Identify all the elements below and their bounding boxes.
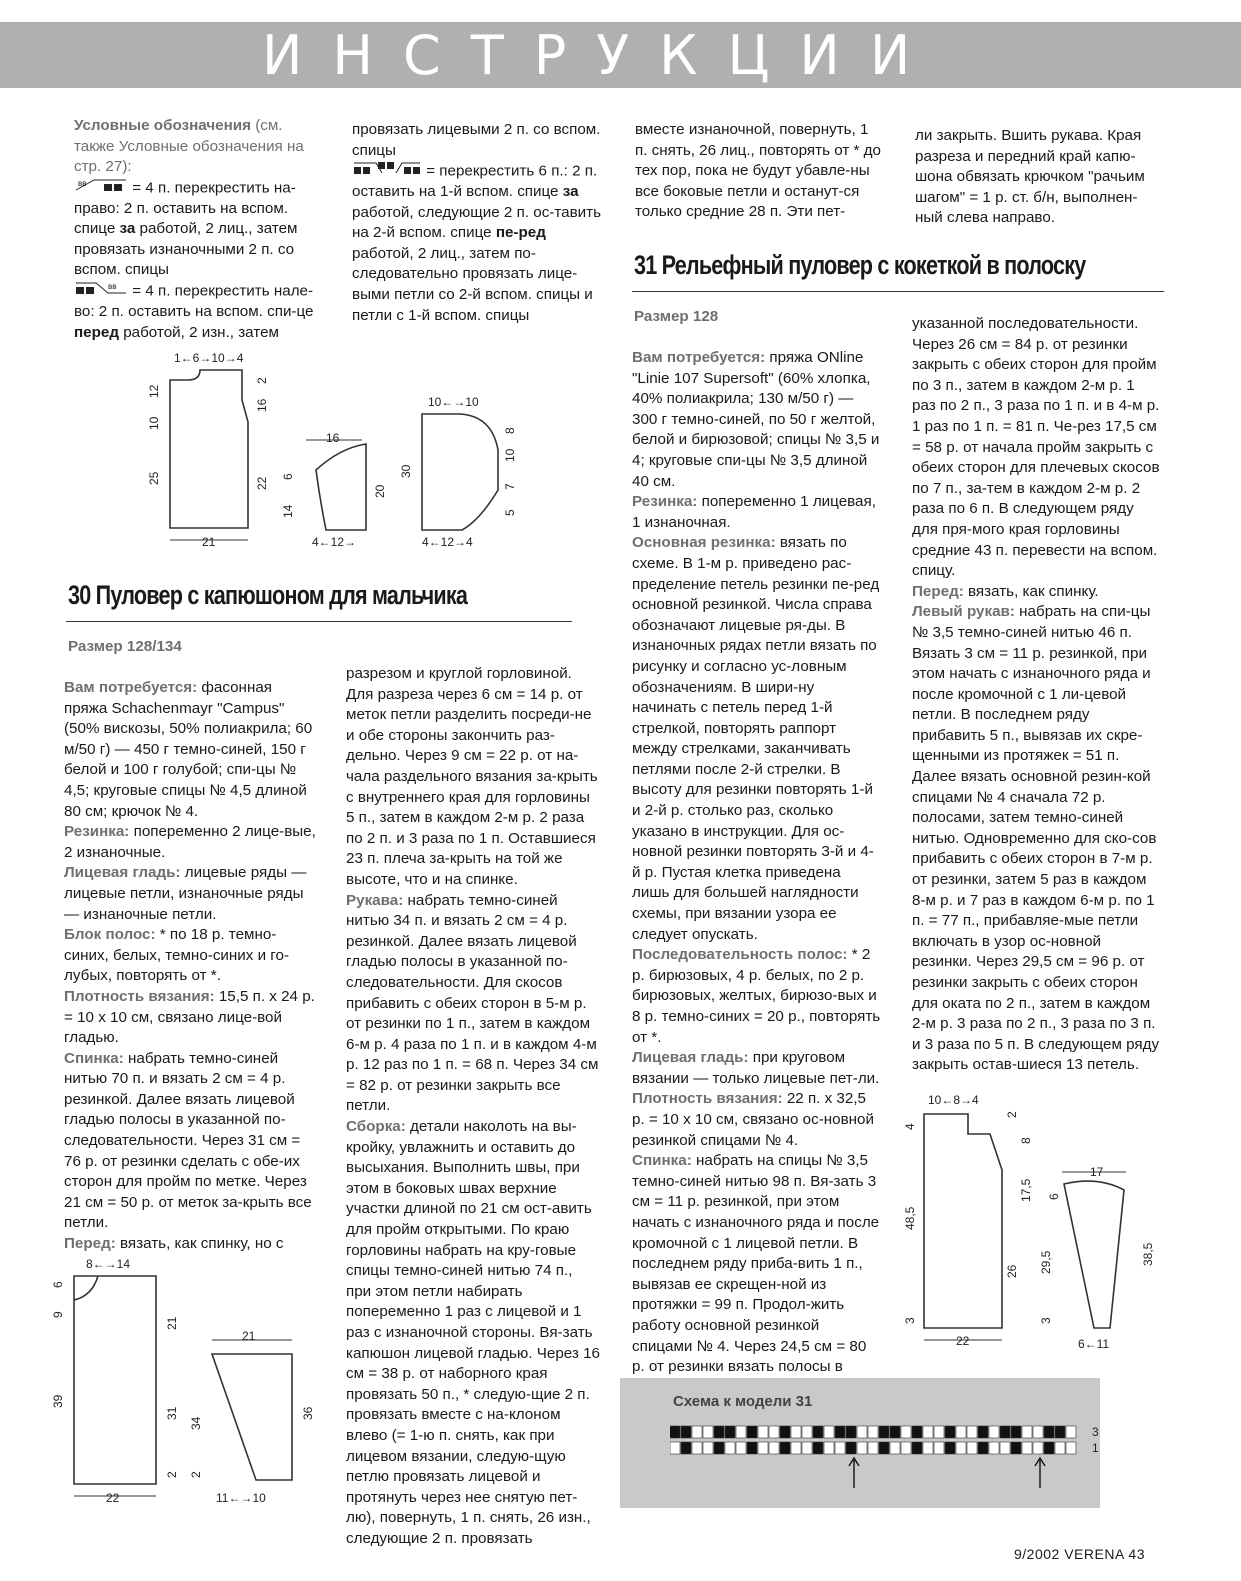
- chart-cell: [890, 1442, 900, 1454]
- chart-cell: [945, 1426, 955, 1438]
- d2-bottom: 4←12→: [312, 535, 357, 549]
- d6-left-c: 3: [903, 1317, 917, 1324]
- chart-cell: [747, 1442, 757, 1454]
- chart-cell: [714, 1442, 724, 1454]
- footer-page-number: 43: [1128, 1546, 1145, 1562]
- chart-cell: [670, 1442, 680, 1454]
- chart-cell: [1011, 1442, 1021, 1454]
- chart-cell: [956, 1426, 966, 1438]
- model31-heading: 31 Рельефный пуловер с кокеткой в полоску: [634, 250, 1086, 280]
- m31-sleeve-schematic: [1062, 1165, 1155, 1350]
- hood-schematic: [281, 431, 387, 549]
- chart-cell: [1055, 1442, 1065, 1454]
- chart-cell: [703, 1426, 713, 1438]
- chart-cell: [1033, 1426, 1043, 1438]
- d5-bottom: 11←→10: [216, 1491, 266, 1505]
- chart-cell: [813, 1442, 823, 1454]
- row-label-3: 3: [1092, 1425, 1099, 1439]
- d3-right-b: 10: [503, 448, 517, 462]
- d5-right: 36: [301, 1406, 315, 1420]
- chart-cell: [846, 1442, 856, 1454]
- d1-top: 1←6→10→4: [174, 351, 244, 365]
- chart-cell: [967, 1442, 977, 1454]
- chart-cell: [692, 1442, 702, 1454]
- chart-cell: [681, 1426, 691, 1438]
- model30-continued-2: ли закрыть. Вшить рукава. Края разреза и передний край капю-шона обвязать крючком "рачьим шагом" = 1 р. ст. б/н, выполнен-ный слева направо.: [915, 127, 1145, 227]
- d4-side-c: 39: [51, 1394, 65, 1408]
- d6-right-d: 17,5: [1019, 1178, 1033, 1202]
- hood-side-schematic: [399, 395, 517, 549]
- chart-cell: [813, 1426, 823, 1438]
- chart-cell: [989, 1426, 999, 1438]
- d1-right-b: 16: [255, 398, 269, 412]
- d4-right-b: 31: [165, 1406, 179, 1420]
- chart-cell: [802, 1426, 812, 1438]
- cross-left-symbol-icon: [74, 281, 128, 302]
- sleeve-schematic: [189, 1329, 315, 1505]
- d3-bottom: 4←12→4: [422, 535, 473, 549]
- chart-cell: [758, 1442, 768, 1454]
- page-title: ИНСТРУКЦИИ: [262, 24, 941, 87]
- d6-right-c: 6: [1047, 1193, 1061, 1200]
- chart-cell: [835, 1442, 845, 1454]
- d6-right-a: 2: [1005, 1111, 1019, 1118]
- chart-cell: [725, 1442, 735, 1454]
- chart-cell: [692, 1426, 702, 1438]
- model30-front-sleeve-schematics: [50, 1256, 330, 1516]
- d2-right: 20: [373, 484, 387, 498]
- chart-cell: [1011, 1426, 1021, 1438]
- chart-cell: [912, 1426, 922, 1438]
- chart-cell: [978, 1426, 988, 1438]
- chart-cell: [923, 1442, 933, 1454]
- chart-cell: [1022, 1442, 1032, 1454]
- d3-right-a: 8: [503, 427, 517, 434]
- chart-cell: [747, 1426, 757, 1438]
- d4-right-c: 2: [165, 1471, 179, 1478]
- d2-left-b: 14: [281, 504, 295, 518]
- chart-cell: [703, 1442, 713, 1454]
- d1-side-c: 25: [147, 471, 161, 485]
- d5-left-a: 34: [189, 1416, 203, 1430]
- model30-heading-rule: [66, 621, 572, 622]
- front-schematic: [51, 1257, 179, 1505]
- legend-title: Условные обозначения: [74, 117, 251, 134]
- chart-cell: [824, 1442, 834, 1454]
- chart-cell: [901, 1426, 911, 1438]
- chart-cell: [835, 1426, 845, 1438]
- chart-arrow-1: [849, 1458, 859, 1488]
- d1-side-b: 10: [147, 416, 161, 430]
- chart-cell: [769, 1442, 779, 1454]
- model30-continued: вместе изнаночной, повернуть, 1 п. снять, 26 лиц., повторять от * до тех пор, пока не будут убавле-ны все боковые петли и останут-ся только средние 28 п. Эти пет-: [635, 121, 881, 221]
- chart-cell: [769, 1426, 779, 1438]
- chart-cell: [1000, 1426, 1010, 1438]
- legend-block: Условные обозначения (см. также Условные обозначения на стр. 27): ʙʙ = 4 п. перекрестить на-право: 2 п. оставить на вспом. спице за работой, 2 лиц., затем провязать изнаночными 2 п. со вспом. спицы ʙʙ = 4 п. перекрестить нале-во: 2 п. оставить на вспом. спи-це перед работой, 2 изн., затем: [74, 117, 314, 341]
- model30-size: Размер 128/134: [68, 638, 182, 655]
- chart-cell: [670, 1426, 680, 1438]
- chart-cell: [956, 1442, 966, 1454]
- d4-bottom: 22: [106, 1491, 120, 1505]
- chart-cell: [714, 1426, 724, 1438]
- model30-col2: разрезом и круглой горловиной. Для разреза через 6 см = 14 р. от меток петли разделить посреди-не и обе стороны закончить раз-дельно. Через 9 см = 22 р. от на-чала раздельного вязания за-крыть с внутреннего края для горловины 5 п., затем в каждом 2-м р. 2 раза по 2 п. и 3 раза по 1 п. Оставшиеся 23 п. плеча за-крыть на той же высоте, что и на спинке. Рукава: набрать темно-синей нитью 34 п. и вязать 2 см = 4 р. резинкой. Далее вязать лицевой гладью полосы в указанной по-следовательности. Для скосов прибавить с обеих сторон в 5-м р. от резинки по 1 п., затем в каждом 6-м р. 4 раза по 1 п. и в каждом 4-м р. 12 раз по 1 п. = 68 п. Через 34 см = 82 р. от резинки закрыть все петли. Сборка: детали наколоть на вы-кройку, увлажнить и оставить до высыхания. Выполнить швы, при этом в боковых швах верхние участки длиной по 21 см ост-авить для пройм открытыми. По краю горловины набрать на кру-говые спицы темно-синей нитью 74 п., при этом петли набирать попеременно 1 раз с лицевой и 1 раз с изнаночной стороны. Вя-зать капюшон лицевой гладью. Через 16 см = 38 р. от наборного края провязать 50 п., * следую-щие 2 п. провязать вместе с на-клоном влево (= 1-ю п. снять, как при лицевом вязании, следую-щую петлю провязать лицевой и протянуть через нее снятую пет-лю), повернуть, 1 п. снять, 26 изн., следующие 2 п. провязать: [346, 665, 600, 1547]
- d6-right-b: 8: [1019, 1137, 1033, 1144]
- d7-right: 38,5: [1141, 1242, 1155, 1266]
- page-footer: [1014, 1546, 1145, 1562]
- d6-top: 10←8→4: [928, 1093, 979, 1107]
- model31-size: Размер 128: [634, 308, 719, 325]
- row-label-1: 1: [1092, 1441, 1099, 1455]
- chart-arrow-2: [1035, 1458, 1045, 1488]
- chart-cell: [758, 1426, 768, 1438]
- chart-cell: [736, 1426, 746, 1438]
- d6-left-b: 48,5: [903, 1206, 917, 1230]
- chart-cell: [879, 1426, 889, 1438]
- chart-cell: [780, 1426, 790, 1438]
- chart-cell: [1055, 1426, 1065, 1438]
- chart-cell: [857, 1442, 867, 1454]
- d7-top: 17: [1090, 1165, 1104, 1179]
- d6-bottom: 22: [956, 1334, 970, 1348]
- chart-cell: [1022, 1426, 1032, 1438]
- d2-top: 16: [326, 431, 340, 445]
- chart-cell: [901, 1442, 911, 1454]
- m31-body-schematic: [903, 1093, 1061, 1348]
- model30-schematics: [140, 350, 600, 550]
- chart-cell: [1033, 1442, 1043, 1454]
- footer-issue: 9/2002: [1014, 1546, 1060, 1562]
- d7-bottom: 6←11: [1078, 1337, 1110, 1350]
- chart-cell: [934, 1426, 944, 1438]
- chart-cell: [923, 1426, 933, 1438]
- chart-cell: [879, 1442, 889, 1454]
- chart-cell: [978, 1442, 988, 1454]
- d4-side-a: 6: [51, 1281, 65, 1288]
- chart-cell: [681, 1442, 691, 1454]
- chart-cell: [890, 1426, 900, 1438]
- chart-cell: [868, 1442, 878, 1454]
- model31-schematics: [898, 1090, 1168, 1350]
- model31-col4: указанной последовательности. Через 26 см = 84 р. от резинки закрыть с обеих сторон для пройм по 3 п., затем в каждом 2-м р. 1 раз по 2 п., 3 раза по 1 п. и в 4-м р. 1 раз по 1 п. = 81 п. Че-рез 17,5 см = 58 р. от начала пройм закрыть с обеих сторон для плечевых скосов по 7 п., за-тем в каждом 2-м р. 2 раза по 6 п. В следующем ряду для пря-мого края горловины средние 43 п. перевести на вспом. спицу. Перед: вязать, как спинку. Левый рукав: набрать на спи-цы № 3,5 темно-синей нитью 46 п. Вязать 3 см = 11 р. резинкой, при этом начать с изнаночного ряда и после кромочной с 1 ли-цевой петли. В последнем ряду прибавить 5 п., вывязав их скре-щенными из протяжек = 51 п. Далее вязать основной резин-кой спицами № 4 сначала 72 р. полосами, затем темно-синей нитью. Одновременно для ско-сов прибавить с обеих сторон в 7-м р. от резинки, затем 5 раз в каждом 8-м р. и 7 раз в каждом 6-м р. по 1 п. = 77 п., прибавляе-мые петли включать в узор ос-новной резинки. Через 29,5 см = 96 р. от резинки закрыть с обеих сторон для оката по 2 п., затем в каждом 2-м р. 3 раза по 2 п., 3 раза по 3 п. и 3 раза по 5 п. В следующем ряду закрыть остав-шиеся 13 петель.: [912, 315, 1160, 1074]
- chart-cell: [1066, 1442, 1076, 1454]
- d4-right-a: 21: [165, 1316, 179, 1330]
- chart-cell: [1044, 1426, 1054, 1438]
- d6-right-e: 26: [1005, 1264, 1019, 1278]
- footer-magazine: VERENA: [1064, 1546, 1125, 1562]
- legend-note: (см. также Условные обозначения на стр. 27):: [74, 117, 304, 176]
- d3-right-d: 5: [503, 509, 517, 516]
- chart-cell: [945, 1442, 955, 1454]
- chart-cell: [725, 1426, 735, 1438]
- chart-cell: [846, 1426, 856, 1438]
- chart-cell: [934, 1442, 944, 1454]
- d1-right-c: 22: [255, 476, 269, 490]
- model31-heading-rule: [632, 291, 1164, 292]
- cross-six-symbol-icon: [352, 161, 422, 182]
- d6-right-g: 3: [1039, 1317, 1053, 1324]
- chart-cell: [857, 1426, 867, 1438]
- chart-cell: [989, 1442, 999, 1454]
- d6-left-a: 4: [903, 1123, 917, 1130]
- d5-left-b: 2: [189, 1471, 203, 1478]
- d1-side-a: 12: [147, 384, 161, 398]
- svg-text:ʙʙ: ʙʙ: [78, 178, 87, 188]
- d4-side-b: 9: [51, 1311, 65, 1318]
- chart-cell: [967, 1426, 977, 1438]
- chart-cell: [791, 1426, 801, 1438]
- stitch-chart-grid: [670, 1424, 1106, 1494]
- body-schematic: [147, 351, 269, 549]
- chart-cell: [824, 1426, 834, 1438]
- d1-right-a: 2: [255, 377, 269, 384]
- d6-right-f: 29,5: [1039, 1250, 1053, 1274]
- d3-top: 10←→10: [428, 395, 479, 409]
- legend-block-2: провязать лицевыми 2 п. со вспом. спицы = перекрестить 6 п.: 2 п. оставить на 1-й вспом. спице за работой, следующие 2 п. ос-тавить на 2-й вспом. спице пе-ред работой, 2 лиц., затем по-следовательно провязать лице-выми петли со 2-й вспом. спицы и петли с 1-й вспом. спицы: [352, 121, 601, 324]
- chart-cell: [780, 1442, 790, 1454]
- chart-cell: [912, 1442, 922, 1454]
- stitch-chart-rows: [670, 1426, 1076, 1454]
- d2-left-a: 6: [281, 473, 295, 480]
- cross-right-symbol-icon: [74, 178, 128, 199]
- svg-text:ʙʙ: ʙʙ: [108, 282, 117, 292]
- model30-col1: Вам потребуется: фасонная пряжа Schachenmayr "Campus" (50% вискозы, 50% полиакрила; 60 м/50 г) — 450 г темно-синей, 150 г белой и 100 г голубой; спи-цы № 4,5; круговые спицы № 4,5 длиной 80 см; крючок № 4. Резинка: попеременно 2 лице-вые, 2 изнаночные. Лицевая гладь: лицевые ряды — лицевые петли, изнаночные ряды — изнаночные петли. Блок полос: * по 18 р. темно-синих, белых, темно-синих и го-лубых, повторять от *. Плотность вязания: 15,5 п. х 24 р. = 10 х 10 см, связано лице-вой гладью. Спинка: набрать темно-синей нитью 70 п. и вязать 2 см = 4 р. резинкой. Далее вязать лицевой гладью полосы в указанной по-следовательности. Через 31 см = 76 р. от резинки сделать с обе-их сторон для пройм по метке. Через 21 см = 50 р. от меток за-крыть все петли. Перед: вязать, как спинку, но с: [64, 679, 316, 1253]
- chart-cell: [1044, 1442, 1054, 1454]
- d3-right-c: 7: [503, 483, 517, 490]
- model31-col3: Вам потребуется: пряжа ONline "Linie 107 Supersoft" (60% хлопка, 40% полиакрила; 130 м/50 г) — 300 г темно-синей, по 50 г желтой, белой и бирюзовой; спицы № 3,5 и 4; круговые спи-цы № 3,5 длиной 40 см. Резинка: попеременно 1 лицевая, 1 изнаночная. Основная резинка: вязать по схеме. В 1-м р. приведено рас-пределение петель резинки пе-ред основной резинкой. Числа справа обозначают лицевые ря-ды. В изнаночных рядах петли вязать по рисунку и согласно ус-ловным обозначениям. В шири-ну начинать с петель перед 1-й стрелкой, повторять раппорт между стрелками, заканчивать петлями после 2-й стрелки. В высоту для резинки повторять 1-й и 2-й р. столько раз, сколько указано в инструкции. Для ос-новной резинки повторять 3-й и 4-й р. Пустая клетка приведена лишь для большей наглядности схемы, при вязании узора ее следует опускать. Последовательность полос: * 2 р. бирюзовых, 4 р. белых, по 2 р. бирюзовых, желтых, бирюзо-вых и 8 р. темно-синих = 20 р., повторять от *. Лицевая гладь: при круговом вязании — только лицевые пет-ли. Плотность вязания: 22 п. х 32,5 р. = 10 х 10 см, связано ос-новной резинкой спицами № 4. Спинка: набрать на спицы № 3,5 темно-синей нитью 98 п. Вя-зать 3 см = 11 р. резинкой, при этом начать с изнаночного ряда и после кромочной с 1 лицевой петли. В последнем ряду приба-вить 1 п., вывязав ее скрещен-ной из протяжки = 99 п. Продол-жить работу основной резинкой спицами № 4. Через 24,5 см = 80 р. от резинки вязать полосы в: [632, 349, 881, 1376]
- chart-cell: [791, 1442, 801, 1454]
- chart-cell: [1066, 1426, 1076, 1438]
- d4-top: 8←→14: [86, 1257, 131, 1271]
- d3-left: 30: [399, 464, 413, 478]
- chart-cell: [736, 1442, 746, 1454]
- chart-cell: [868, 1426, 878, 1438]
- chart-cell: [1000, 1442, 1010, 1454]
- d5-top: 21: [242, 1329, 256, 1343]
- d1-bottom: 21: [202, 535, 216, 549]
- model30-heading: 30 Пуловер с капюшоном для мальчика: [68, 580, 468, 610]
- chart-cell: [802, 1442, 812, 1454]
- stitch-chart-title: Схема к модели 31: [673, 1393, 813, 1410]
